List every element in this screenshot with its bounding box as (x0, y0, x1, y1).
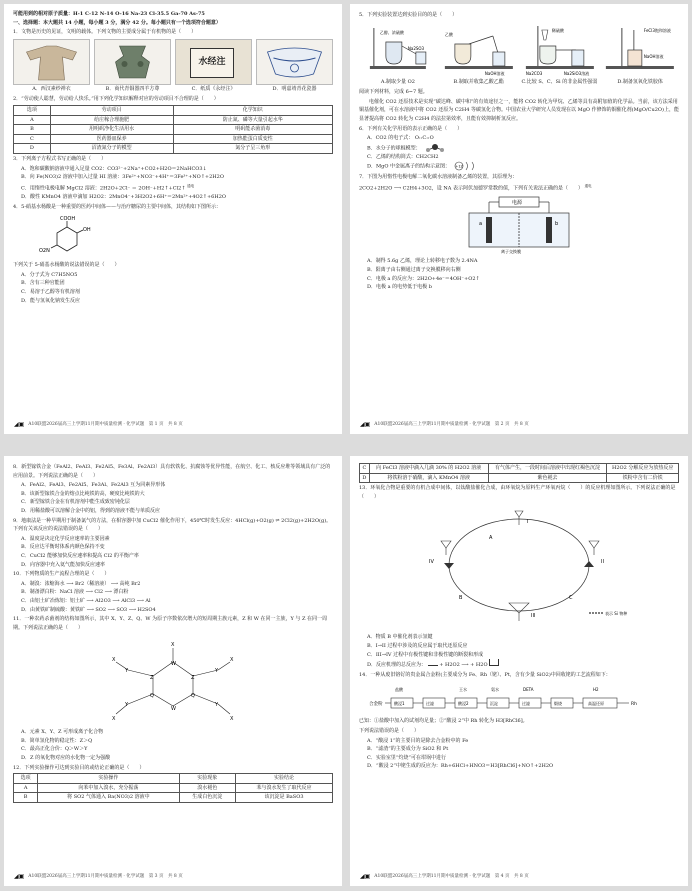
q8-option-a: A．FeAl2、FeAl3、Fe2Al5、Fe3Al、Fe2Al3 互为同素异形体 (21, 482, 166, 489)
table-header: 化学知识 (173, 105, 333, 115)
svg-text:合金粉: 合金粉 (369, 702, 383, 708)
svg-text:酸浸1: 酸浸1 (394, 701, 405, 707)
label-d2: NaOH溶液 (644, 53, 664, 59)
membrane-label: 离子交换膜 (501, 249, 521, 255)
total-reaction: + H2O2 ⟶ + H2O (439, 662, 488, 669)
svg-text:DETA: DETA (523, 687, 534, 693)
q11-structure (88, 634, 258, 726)
q6-option-d: D．MgO 中金属离子的结构示意图： +12 (359, 161, 679, 171)
table-header: 实验操作 (38, 774, 179, 784)
question-13: 13．环氧化合物是重要的有机合成中间体，以钛酸盐催化合成，由环氧烷为原料生产环氧丙烷（ ）的反应机理如图所示。下列说法正确的是（ ） (359, 485, 676, 500)
exam-logo: ◢▣ (360, 873, 371, 881)
q8-option-c: C．新型镓铁合金在有机溶剂中能生成致密钝化层 (21, 499, 130, 506)
bronze-zun-image (95, 40, 170, 84)
q7-option-b: B．阳离子由右侧通过离子交换膜移向右侧 (367, 266, 461, 273)
table-header: 实验结论 (236, 774, 333, 784)
svg-text:电源: 电源 (512, 200, 523, 207)
section-heading: 一、选择题：本大题共 14 小题，每小题 3 分，满分 42 分。每小题只有一个选项符合题意） (13, 19, 221, 26)
svg-text:X: X (112, 657, 116, 664)
table-row: B 将 SO2 气体通入 Ba(NO3)2 溶液中 生成白色沉淀 该沉淀是 BaSO3 (14, 793, 333, 803)
table-row: A 向苯中加入溴水，充分振荡 溴水褪色 苯与溴水发生了取代反应 (14, 783, 333, 793)
artifact-b (94, 39, 171, 94)
q1-option-b: B．商代青铜器四羊方尊 (105, 85, 160, 92)
q14-option-c: C．实验室里“灼烧”可在坩埚中进行 (367, 754, 446, 761)
question-7-equation: 2CO2+2H2O ⟶ C2H4+3O2，设 NA 表示阿伏加德罗常数的值，下列有关说法正确的是（ ） $^{通电}$ (359, 184, 592, 192)
svg-text:X: X (112, 716, 116, 723)
q6-option-b: B．水分子的球棍模型： (359, 143, 679, 153)
reading-passage: 电催化 CO2 还原技术是实现“碳达峰、碳中和”的有效途径之一，能将 CO2 转化为甲烷、乙烯等具有高附加值的化学品。当前，该方法采用铜基催化剂，可在水溶液中将 CO2 还原为 C2H4 等碳氢化合物。中国农业大学研究人员发现在以 MgO 作修饰的铜催化剂(MgO/Cu2O)上，能显著提高将 CO2 转化为 C2H4 的法拉第效率，且能有效抑制析氢反应。 (359, 98, 679, 122)
svg-text:Y: Y (215, 702, 219, 709)
artifact-c (175, 39, 252, 94)
q14-note: 已知：①盐酸中加入的试剂均足量；②“酸浸 2”中 Rh 转化为 H3[RhCl6]。 (359, 718, 528, 725)
svg-text:盐酸: 盐酸 (395, 687, 403, 693)
question-14b: 下列说法错误的是（ ） (359, 727, 420, 734)
svg-text:Q: Q (191, 693, 195, 700)
table-header: 选项 (14, 774, 38, 784)
q6-option-c: C．乙烯的结构简式：CH2CH2 (367, 153, 439, 160)
svg-text:X: X (230, 657, 234, 664)
svg-text:W: W (171, 706, 176, 713)
label-c3: Na2SiO3溶液 (563, 70, 589, 76)
apparatus-a (359, 22, 437, 87)
question-7: 7．下图为用惰性电极电解二氧化碳水溶液制备乙烯的装置，其原理为： (359, 173, 518, 180)
q9-option-d: D．向容器中充入氦气能加快反应速率 (21, 561, 106, 568)
reading-intro: 阅读下列材料，完成 6~7 题。 (359, 89, 428, 96)
table-header: 劳动项目 (50, 105, 173, 115)
svg-text:I: I (527, 519, 529, 526)
svg-text:氨水: 氨水 (491, 687, 499, 693)
label-a1: 乙醇、浓硫酸 (379, 29, 404, 35)
q12-table-continued (359, 463, 679, 483)
table-row: C 医药器皿保养 加热能蛋白质变性 (14, 134, 333, 144)
q1-option-a: A．西汉素纱禅衣 (32, 85, 71, 92)
q13-option-a: A．物质 B 中催化剂表示氢键 (367, 634, 433, 641)
q13-option-b: B．I→II 过程中涉及的反应属于取代还原反应 (367, 642, 468, 649)
question-2: 2．“劳动使人聪慧，劳动给人快乐。”用下列化学知识解释对应的劳动项目不合理的是（ ） (13, 96, 219, 103)
svg-text:B: B (459, 595, 463, 602)
q1-artifact-images (13, 39, 333, 94)
q9-option-c: C．CuCl2 能够加快反应速率和提高 Cl2 的平衡产率 (21, 552, 139, 559)
question-8: 8．新型镓铁合金（FeAl2、FeAl3、Fe2Al5、Fe3Al、Fe2Al3）具有软铁化、抗腐蚀等优异性能，在航空、化工、核反应堆等领域具有广泛的应用前景。下列说法正确的是（ ） (13, 464, 331, 479)
q14-option-a: A．“酸浸 1”的主要目的是除去合金粉中的 Fe (367, 737, 469, 744)
svg-text:A: A (489, 535, 493, 542)
svg-text:H2: H2 (593, 687, 599, 693)
question-14: 14．一种从废旧铬钌的贵金属合金粉(主要成分为 Fe、Rh（铑）、Pt，含有少量 SiO2)中回收铑的工艺流程如下： (359, 671, 611, 678)
q8-option-d: D．用稀盐酸可以溶解合金中的铝，得到的溶液不能与单质反应 (21, 507, 161, 514)
q11-option-b: B．简单氢化物的稳定性：Z＞Q (21, 737, 93, 744)
q4-structure (37, 213, 97, 259)
svg-text:W: W (171, 661, 176, 668)
q3-option-a: A．饱和碳酸钠溶液中通入足量 CO2：CO3²⁻+2Na⁺+CO2+H2O＝2NaHCO3↓ (21, 165, 207, 172)
q7-option-d: D．电极 a 的电势低于电极 b (367, 284, 432, 291)
atomic-mass-header: 可能用到的相对原子质量：H-1 C-12 N-14 O-16 Na-23 Cl-35.5 Ga-70 As-75 (13, 11, 205, 17)
silk-robe-image (14, 40, 89, 84)
page-footer: ◢▣ A10联盟2026届高三上学期11月期中质量检测 · 化学试题 第 2 页 共 8 页 (360, 421, 529, 429)
svg-text:Q: Q (150, 693, 154, 700)
svg-text:III: III (531, 613, 536, 620)
electrode-b (546, 217, 552, 243)
table-row: D 将铁粉溶于硝酸，滴入 KMnO4 溶液 紫色褪去 铁粉中含有二价铁 (360, 473, 679, 483)
svg-text:b: b (555, 221, 559, 228)
q5-option-d: D.制备氢氧化铁胶体 (617, 78, 663, 85)
table-header: 选项 (14, 105, 51, 115)
q12-table (13, 773, 333, 803)
q7-option-c: C．电极 a 的反应为：2H2O+4e⁻＝4OH⁻+O2↑ (367, 275, 480, 282)
question-4: 4．5-硝基水杨酸是一种重要的医药中间体——与治疗糖尿的主要中间体，其结构如下图所示： (13, 203, 222, 210)
question-3: 3．下列离子方程式书写正确的是（ ） (13, 155, 107, 162)
question-11: 11．一种农药杀菌剂的结构如图所示，其中 X、Y、Z、Q、W 为原子序数依次增大的短周期主族元素，Z 和 W 在同一主族，Y 与 Z 在同一周期。下列说法正确的是（ ） (13, 616, 328, 631)
label-b1: 乙酸 (444, 31, 453, 37)
q10-option-b: B．制备漂白粉：NaCl 溶液 ⟶ Cl2 ⟶ 漂白粉 (21, 589, 129, 596)
svg-text:过滤: 过滤 (426, 701, 434, 707)
svg-text:+12: +12 (455, 165, 463, 170)
q9-option-b: B．反应达平衡时体系内颜色保持不变 (21, 544, 105, 551)
svg-text:C: C (569, 595, 573, 602)
q7-option-a: A．制得 5.6g 乙烯，理论上转移电子数为 2.4NA (367, 258, 478, 265)
epoxide-sketch (489, 659, 499, 666)
svg-text:a: a (479, 221, 483, 228)
question-12: 12．下列实验操作可达到实验目的或结论正确的是（ ） (13, 764, 145, 771)
label-a2: Na2SO3 (407, 45, 425, 51)
q13-mechanism (389, 503, 649, 631)
q3-option-d: D．酸性 KMnO4 溶液中滴加 H2O2：2MnO4⁻+3H2O2+6H⁺＝2Mn²⁺+4O2↑+6H2O (21, 193, 226, 200)
q6-option-a: A．CO2 的电子式： O::C::O (367, 135, 434, 142)
table-header: 实验现象 (179, 774, 236, 784)
label-c1: 稀硫酸 (551, 27, 564, 33)
page-3 (4, 456, 342, 886)
q11-option-a: A．元素 X、Y、Z 可形成离子化合物 (21, 729, 104, 736)
table-row: D 沼渣氮分子的模型 氮分子呈三角形 (14, 144, 333, 154)
apparatus-c (521, 22, 599, 87)
page-footer: ◢▣ A10联盟2026届高三上学期11月期中质量检测 · 化学试题 第 3 页 共 8 页 (14, 873, 183, 881)
question-4b: 下列关于 5-硝基水杨酸的说法错误的是（ ） (13, 262, 120, 269)
svg-text:过滤: 过滤 (522, 701, 530, 707)
q4-option-d: D．能与氢氧化钠发生反应 (21, 297, 81, 304)
q2-table (13, 105, 333, 154)
q1-option-c: C．纸质《永经注》 (191, 85, 236, 92)
oh-label: OH (83, 227, 91, 234)
svg-text:Z: Z (191, 675, 195, 682)
q13-option-c: C．III→IV 过程中有极性键和非极性键的断裂和形成 (367, 651, 484, 658)
svg-text:Y: Y (215, 668, 219, 675)
q5-option-c: C.比较 S、C、Si 的非金属性强弱 (521, 78, 598, 85)
q14-option-b: B．“滤渣”的主要成分为 SiO2 和 Pt (367, 746, 449, 753)
benzene-ring (57, 227, 77, 251)
q10-option-a: A．制溴：浓缩海水 ⟶ Br2（稀溶液） ⟶ 高纯 Br2 (21, 580, 141, 587)
q14-option-d: D．“酸浸 2”中铑生成的反应为：Rh+6HCl+HNO3＝H3[RhCl6]+NO↑+2H2O (367, 763, 554, 770)
svg-text:Rh: Rh (631, 702, 637, 708)
label-c2: Na2CO3 (525, 70, 542, 76)
svg-text:IV: IV (429, 559, 434, 566)
exam-logo: ◢▣ (360, 421, 371, 429)
table-row: A 给庄稼合理施肥 防止氮、磷等大量引起水华 (14, 115, 333, 125)
mg-ion-diagram (452, 161, 482, 171)
q11-option-d: D．Z 的氧化物对应的水化物一定为强酸 (21, 755, 111, 762)
q7-condition: 通电 (584, 184, 592, 189)
q3-option-c: C．用惰性电极电解 MgCl2 溶液：2H2O+2Cl⁻ ＝ 2OH⁻+H2↑+Cl2↑ $^{通电}$ (21, 183, 195, 192)
table-row: C 向 FeCl3 溶液中滴入几滴 30% 的 H2O2 溶液 有气体产生，一段时间后溶液中出现红褐色沉淀 H2O2 分解反应为放热反应 (360, 464, 679, 474)
question-9: 9．地康法是一种早期用于制备氯气的方法，在相容器中加 CuCl2 催化作用下，450℃时发生反应：4HCl(g)+O2(g) ⇌ 2Cl2(g)+2H2O(g)。下列有关该反应的说法错误的是（ ） (13, 517, 332, 533)
q8-option-b: B．该新型镓铁合金的熔点比纯铁的高，硬度比纯铁的大 (21, 490, 145, 497)
svg-text:Y: Y (125, 668, 129, 675)
svg-text:酸浸2: 酸浸2 (458, 701, 469, 707)
label-d1: FeCl3饱和溶液 (644, 27, 672, 33)
question-6: 6．下列有关化学用语的表示正确的是（ ） (359, 125, 463, 132)
co2-electron-formula: O::C::O (414, 135, 434, 142)
q5-option-b: B.制取并收集乙酸乙酯 (453, 78, 504, 85)
q13-option-d: D．反应机理的总反应为： + H2O2 ⟶ + H2O (359, 659, 679, 670)
q5-apparatus (359, 22, 679, 87)
q4-option-a: A．分子式为 C7H5NO5 (21, 271, 78, 278)
exam-logo: ◢▣ (14, 873, 25, 881)
exam-logo: ◢▣ (14, 421, 25, 429)
no2-label: O2N (39, 248, 50, 255)
label-b2: NaOH溶液 (484, 70, 505, 76)
svg-text:王水: 王水 (459, 687, 467, 693)
catalytic-cycle (449, 519, 589, 611)
artifact-d (256, 39, 333, 94)
cooh-label: COOH (60, 216, 76, 223)
svg-text:沉淀: 沉淀 (490, 701, 498, 707)
page-footer: ◢▣ A10联盟2026届高三上学期11月期中质量检测 · 化学试题 第 1 页 共 8 页 (14, 421, 183, 429)
si-legend: 表示 Si 物种 (605, 611, 628, 617)
page-footer: ◢▣ A10联盟2026届高三上学期11月期中质量检测 · 化学试题 第 4 页 共 8 页 (360, 873, 529, 881)
svg-text:II: II (601, 559, 604, 566)
q14-flowchart (369, 681, 669, 715)
svg-text:X: X (171, 642, 175, 649)
question-1: 1．文物是历史的见证，文明的载体。下列文物的主要成分属于有机物的是（ ） (13, 29, 197, 36)
question-10: 10．下列物质的生产流程合理的是（ ） (13, 571, 110, 578)
q1-option-d: D．明嘉靖青花瓷器 (272, 85, 317, 92)
q11-option-c: C．最高正化合价：Q＞W＞Y (21, 746, 88, 753)
q3-condition: 通电 (187, 183, 195, 188)
electrode-a (486, 217, 492, 243)
artifact-a (13, 39, 90, 94)
water-ball-stick-model (422, 143, 448, 153)
propene-sketch (428, 660, 438, 666)
porcelain-bowl-image (257, 40, 332, 84)
q5-option-a: A.制取少量 O2 (380, 78, 415, 85)
svg-text:Y: Y (125, 702, 129, 709)
page-2 (350, 4, 688, 434)
svg-text:高温还原: 高温还原 (588, 701, 604, 707)
electrolysis-cell (449, 195, 589, 255)
apparatus-d (601, 22, 679, 87)
svg-text:煅烧: 煅烧 (554, 701, 562, 707)
q3-option-b: B．向 Fe(NO3)2 溶液中加入过量 HI 溶液：3Fe²⁺+NO3⁻+4H⁺＝3Fe³⁺+NO↑+2H2O (21, 174, 224, 181)
svg-text:Z: Z (150, 675, 154, 682)
q10-option-c: C．由铝土矿冶炼铝：铝土矿 ⟶ Al2O3 ⟶ AlCl3 ⟶ Al (21, 597, 151, 604)
q10-option-d: D．由黄铁矿制硫酸：黄铁矿 ⟶ SO2 ⟶ SO3 ⟶ H2SO4 (21, 606, 156, 613)
q9-option-a: A．温度是决定化学反应速率的主要因素 (21, 535, 110, 542)
page-4 (350, 456, 688, 886)
question-5: 5．下列实验装置达到实验目的的是（ ） (359, 12, 458, 18)
svg-text:X: X (230, 716, 234, 723)
book-stamp: 水经注 (190, 48, 234, 78)
apparatus-b (440, 22, 518, 87)
table-row: B 用明矾净化生活用水 明矾能杀菌消毒 (14, 125, 333, 135)
q4-option-c: C．易溶于乙醇等有机溶剂 (21, 288, 80, 295)
q4-option-b: B．含有三种官能团 (21, 280, 65, 287)
page-1 (4, 4, 342, 434)
